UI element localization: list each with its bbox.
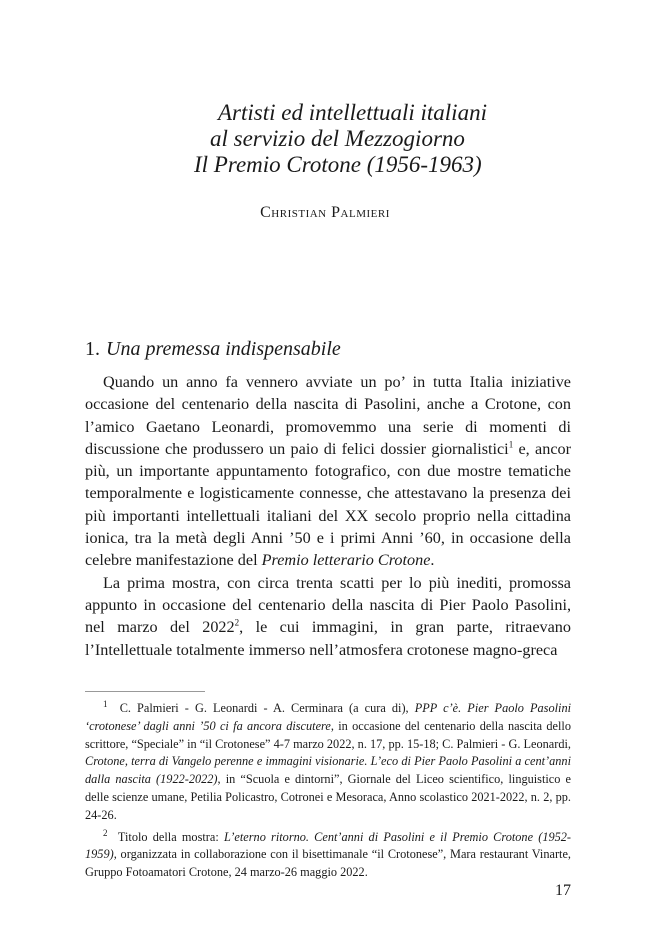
footnote (85, 700, 571, 825)
paragraph-text: La prima mostra, con circa trenta scatti per lo più inediti, promossa appunto in occasione del centenario della nascita di Pier Paolo Pasolini, nel marzo del 2022 (85, 573, 571, 637)
footnote-ref: 1 (508, 439, 514, 450)
paragraph-text: e, ancor più, un importante appuntamento fotografico, con due mostre tematiche temporalmente e logisticamente connesse, che attestavano la presenza dei più importanti intellettuali italiani del XX secolo proprio nella cittadina ionica, tra la metà degli Anni ’50 e i primi Anni ’60, in occasione della celebre manifestazione del (85, 439, 571, 570)
footnote-emphasis: PPP c’è. Pier Paolo Pasolini ‘crotonese’ dagli anni ’50 ci fa ancora discutere (85, 701, 572, 733)
footnotes (85, 700, 571, 886)
footnote-text: , in “Scuola e dintorni”, Giornale del Liceo scientifico, linguistico e delle scienze umane, Petilia Policastro, Cotronei e Mesoraca, Anno scolastico 2021-2022, n. 2, pp. 24-26. (85, 772, 571, 822)
footnote-emphasis: Crotone, terra di Vangelo perenne e immagini visionarie. L’eco di Pier Paolo Pasolini a cent’anni dalla nascita (1922-2022) (85, 754, 571, 787)
section-heading (85, 338, 341, 361)
footnote-text: , organizzata in collaborazione con il bisettimanale “il Crotonese”, Mara restaurant Vinarte, Gruppo Fotoamatori Crotone, 24 marzo-26 maggio 2022. (85, 847, 571, 880)
footnote-text: Titolo della mostra: (117, 829, 224, 844)
footnote-text: C. Palmieri - G. Leonardi - A. Cerminara (a cura di), (119, 701, 415, 715)
title-line-3: Il Premio Crotone (1956-1963) (194, 152, 482, 177)
paragraph-text: , le cui immagini, in gran parte, ritraevano l’Intellettuale totalmente immerso nell’atmosfera crotonese magno-greca (85, 618, 571, 659)
author-name: Christian Palmieri (260, 204, 390, 221)
paragraph-emphasis: Premio letterario Crotone (261, 551, 431, 570)
paragraph-text: . (430, 551, 435, 570)
paragraph (85, 371, 571, 572)
footnote-separator (85, 691, 205, 692)
footnote-ref: 2 (234, 617, 240, 628)
section-number: 1. (85, 338, 100, 360)
footnote-mark: 1 (103, 698, 108, 709)
footnote-mark: 2 (103, 827, 108, 838)
title-line-1: Artisti ed intellettuali italiani (218, 100, 487, 125)
footnote-text: , in occasione del centenario della nascita dello scrittore, “Speciale” in “il Crotonese” 4-7 marzo 2022, n. 17, pp. 15-18; C. Palmieri - G. Leonardi, (85, 718, 571, 751)
paragraph-text: Quando un anno fa vennero avviate un po’ in tutta Italia iniziative occasione del centenario della nascita di Pasolini, anche a Crotone, con l’amico Gaetano Leonardi, promovemmo una serie di momenti di discussione che produssero un paio di felici dossier giornalistici (85, 373, 571, 458)
page-number: 17 (555, 882, 571, 899)
section-title: Una premessa indispensabile (106, 338, 341, 360)
body-text (85, 371, 571, 661)
paragraph (85, 572, 571, 661)
title-line-2: al servizio del Mezzogiorno (210, 126, 465, 151)
footnote-emphasis: L’eterno ritorno. Cent’anni di Pasolini e il Premio Crotone (1952-1959) (85, 829, 572, 862)
footnote (85, 829, 571, 882)
